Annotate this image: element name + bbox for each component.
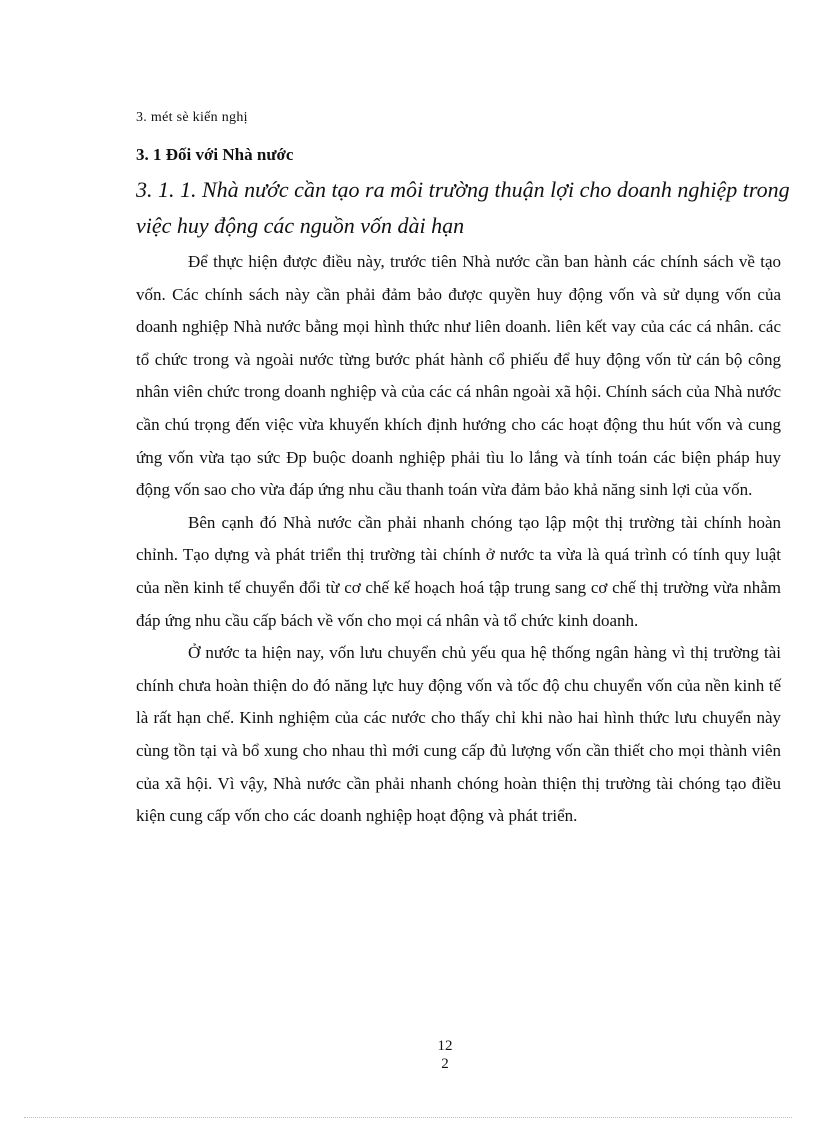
page-number-line-2: 2 bbox=[441, 1056, 449, 1072]
body-text bbox=[136, 246, 781, 833]
section-heading-small: 3. mét sè kiến nghị bbox=[136, 110, 248, 125]
page-number-line-1: 12 bbox=[437, 1038, 453, 1054]
subsection-heading: 3. 1. 1. Nhà nước cần tạo ra môi trường thuận lợi cho doanh nghiệp trong việc huy động các nguồn vốn dài hạn bbox=[136, 177, 790, 238]
page-number bbox=[0, 1037, 816, 1073]
paragraph-1: Để thực hiện được điều này, trước tiên Nhà nước cần ban hành các chính sách về tạo vốn. Các chính sách này cần phải đảm bảo được quyền huy động vốn và sử dụng vốn của doanh nghiệp Nhà nước bằng mọi hình thức như liên doanh. liên kết vay của các cá nhân. các tổ chức trong và ngoài nước từng bước phát hành cổ phiếu để huy động vốn từ cán bộ công nhân viên chức trong doanh nghiệp và của các cá nhân ngoài xã hội. Chính sách của Nhà nước cần chú trọng đến việc vừa khuyến khích định hướng cho các hoạt động thu hút vốn và cung ứng vốn vừa tạo sức Ðp buộc doanh nghiệp phải tìu lo lắng và tính toán các biện pháp huy động vốn sao cho vừa đáp ứng nhu cầu thanh toán vừa đảm bảo khả năng sinh lợi của vốn. bbox=[136, 252, 781, 500]
page-bottom-divider bbox=[24, 1117, 792, 1118]
paragraph-2: Bên cạnh đó Nhà nước cần phải nhanh chóng tạo lập một thị trường tài chính hoàn chỉnh. Tạo dựng và phát triển thị trường tài chính ở nước ta vừa là quá trình có tính quy luật của nền kinh tế chuyển đổi từ cơ chế kế hoạch hoá tập trung sang cơ chế thị trường vừa nhằm đáp ứng nhu cầu cấp bách về vốn cho mọi cá nhân và tổ chức kinh doanh. bbox=[136, 512, 781, 630]
section-heading: 3. 1 Đối với Nhà nước bbox=[136, 145, 294, 164]
paragraph-3: Ở nước ta hiện nay, vốn lưu chuyển chủ yếu qua hệ thống ngân hàng vì thị trường tài chính chưa hoàn thiện do đó năng lực huy động vốn và tốc độ chu chuyển vốn của nền kinh tế là rất hạn chế. Kinh nghiệm của các nước cho thấy chỉ khi nào hai hình thức lưu chuyển này cùng tồn tại và bổ xung cho nhau thì mới cung cấp đủ lượng vốn cần thiết cho mọi thành viên của xã hội. Vì vậy, Nhà nước cần phải nhanh chóng hoàn thiện thị trường tài chóng tạo điều kiện cung cấp vốn cho các doanh nghiệp hoạt động và phát triển. bbox=[136, 643, 781, 826]
